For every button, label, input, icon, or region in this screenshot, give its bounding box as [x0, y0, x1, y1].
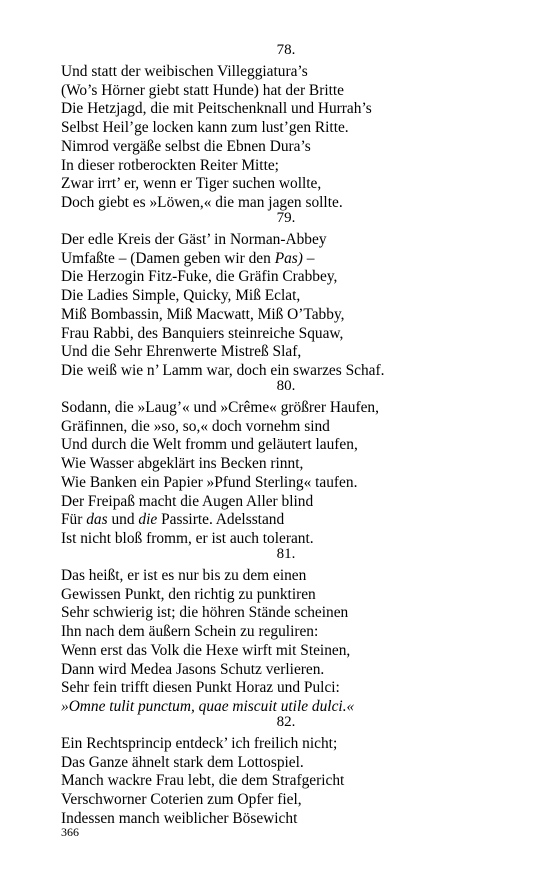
verse-text: Dann wird Medea Jasons Schutz verlieren. — [61, 660, 325, 678]
verse-line — [61, 100, 372, 119]
verse-text: Indessen manch weiblicher Bösewicht — [61, 809, 298, 827]
emphasis-text: »Omne tulit punctum, quae miscuit utile dulci.« — [61, 697, 355, 715]
verse-text: Ist nicht bloß fromm, er ist auch tolerant. — [61, 529, 314, 547]
verse-text: Die Herzogin Fitz-Fuke, die Gräfin Crabbey, — [61, 268, 338, 286]
verse-line — [61, 63, 372, 82]
verse-line — [61, 82, 372, 101]
verse-line — [61, 175, 372, 194]
verse-text: Wie Wasser abgeklärt ins Becken rinnt, — [61, 455, 304, 473]
page-number: 366 — [61, 825, 79, 839]
verse-line — [61, 119, 372, 138]
verse-line — [61, 250, 384, 269]
verse-text: Und die Sehr Ehrenwerte Mistreß Slaf, — [61, 343, 302, 361]
verse-text: Nimrod vergäße selbst die Ebnen Dura’s — [61, 137, 311, 155]
verse-text: Ein Rechtsprincip entdeck’ ich freilich nicht; — [61, 735, 338, 752]
verse-line — [61, 511, 379, 530]
verse-line — [61, 772, 344, 791]
verse-text: Sodann, die »Laug’« und »Crême« größrer Haufen, — [61, 399, 379, 416]
stanza-lines — [61, 399, 379, 549]
emphasis-text: das — [86, 511, 108, 529]
verse-line — [61, 604, 354, 623]
verse-text: Die weiß wie n’ Lamm war, doch ein swarzes Schaf. — [61, 361, 385, 379]
verse-line — [61, 754, 344, 773]
verse-line — [61, 343, 384, 362]
verse-line — [61, 493, 379, 512]
verse-text: (Wo’s Hörner giebt statt Hunde) hat der Britte — [61, 81, 344, 99]
verse-text: Der edle Kreis der Gäst’ in Norman-Abbey — [61, 231, 327, 248]
verse-line — [61, 436, 379, 455]
verse-text: Die Hetzjagd, die mit Peitschenknall und Hurrah’s — [61, 100, 372, 118]
verse-line — [61, 735, 344, 754]
verse-line — [61, 418, 379, 437]
verse-line — [61, 287, 384, 306]
verse-text: Gewissen Punkt, den richtig zu punktiren — [61, 585, 316, 603]
verse-line — [61, 455, 379, 474]
verse-line — [61, 399, 379, 418]
verse-text: Selbst Heil’ge locken kann zum lust’gen Ritte. — [61, 119, 349, 137]
verse-text: Manch wackre Frau lebt, die dem Strafgericht — [61, 772, 345, 790]
verse-text: Wenn erst das Volk die Hexe wirft mit Steinen, — [61, 641, 351, 659]
verse-text: Verschworner Coterien zum Opfer fiel, — [61, 791, 302, 809]
stanza-number: 82. — [276, 714, 296, 730]
verse-text: Das Ganze ähnelt stark dem Lottospiel. — [61, 753, 304, 771]
verse-text: Ihn nach dem äußern Schein zu reguliren: — [61, 623, 319, 641]
stanza-number: 79. — [276, 210, 296, 226]
emphasis-text: die — [138, 511, 158, 529]
verse-line — [61, 231, 384, 250]
verse-line — [61, 586, 354, 605]
verse-text: Und statt der weibischen Villeggiatura’s — [61, 63, 308, 80]
verse-line — [61, 325, 384, 344]
verse-text: Für — [61, 511, 87, 529]
verse-line — [61, 679, 354, 698]
verse-text: Zwar irrt’ er, wenn er Tiger suchen wollte, — [61, 175, 322, 193]
verse-text: Wie Banken ein Papier »Pfund Sterling« taufen. — [61, 473, 358, 491]
verse-text: Gräfinnen, die »so, so,« doch vornehm sind — [61, 417, 330, 435]
stanza-lines — [61, 735, 344, 829]
verse-line — [61, 474, 379, 493]
verse-text: Das heißt, er ist es nur bis zu dem einen — [61, 567, 307, 584]
stanza-number: 81. — [276, 546, 296, 562]
verse-line — [61, 138, 372, 157]
stanza-number: 80. — [276, 378, 296, 394]
verse-line — [61, 268, 384, 287]
verse-line — [61, 642, 354, 661]
stanza-lines — [61, 63, 372, 213]
verse-line — [61, 810, 344, 829]
verse-text: Die Ladies Simple, Quicky, Miß Eclat, — [61, 287, 301, 305]
verse-line — [61, 306, 384, 325]
verse-text: Miß Bombassin, Miß Macwatt, Miß O’Tabby, — [61, 305, 345, 323]
stanza-lines — [61, 567, 354, 717]
verse-text: Der Freipaß macht die Augen Aller blind — [61, 492, 314, 510]
stanza-lines — [61, 231, 384, 381]
verse-text: Umfaßte – (Damen geben wir den — [61, 249, 275, 267]
verse-text: und — [107, 511, 139, 529]
verse-text: Doch giebt es »Löwen,« die man jagen sollte. — [61, 193, 343, 211]
verse-line — [61, 661, 354, 680]
verse-line — [61, 623, 354, 642]
verse-line — [61, 157, 372, 176]
verse-text: – — [302, 249, 315, 267]
verse-text: Sehr schwierig ist; die höhren Stände scheinen — [61, 604, 349, 622]
verse-text: Passirte. Adelsstand — [157, 511, 285, 529]
verse-line — [61, 567, 354, 586]
verse-text: Und durch die Welt fromm und geläutert laufen, — [61, 436, 358, 454]
emphasis-text: Pas) — [274, 249, 303, 267]
verse-line — [61, 791, 344, 810]
stanza-number: 78. — [276, 42, 296, 58]
verse-text: Sehr fein trifft diesen Punkt Horaz und Pulci: — [61, 679, 340, 697]
verse-text: Frau Rabbi, des Banquiers steinreiche Squaw, — [61, 324, 344, 342]
verse-text: In dieser rotberockten Reiter Mitte; — [61, 156, 279, 174]
